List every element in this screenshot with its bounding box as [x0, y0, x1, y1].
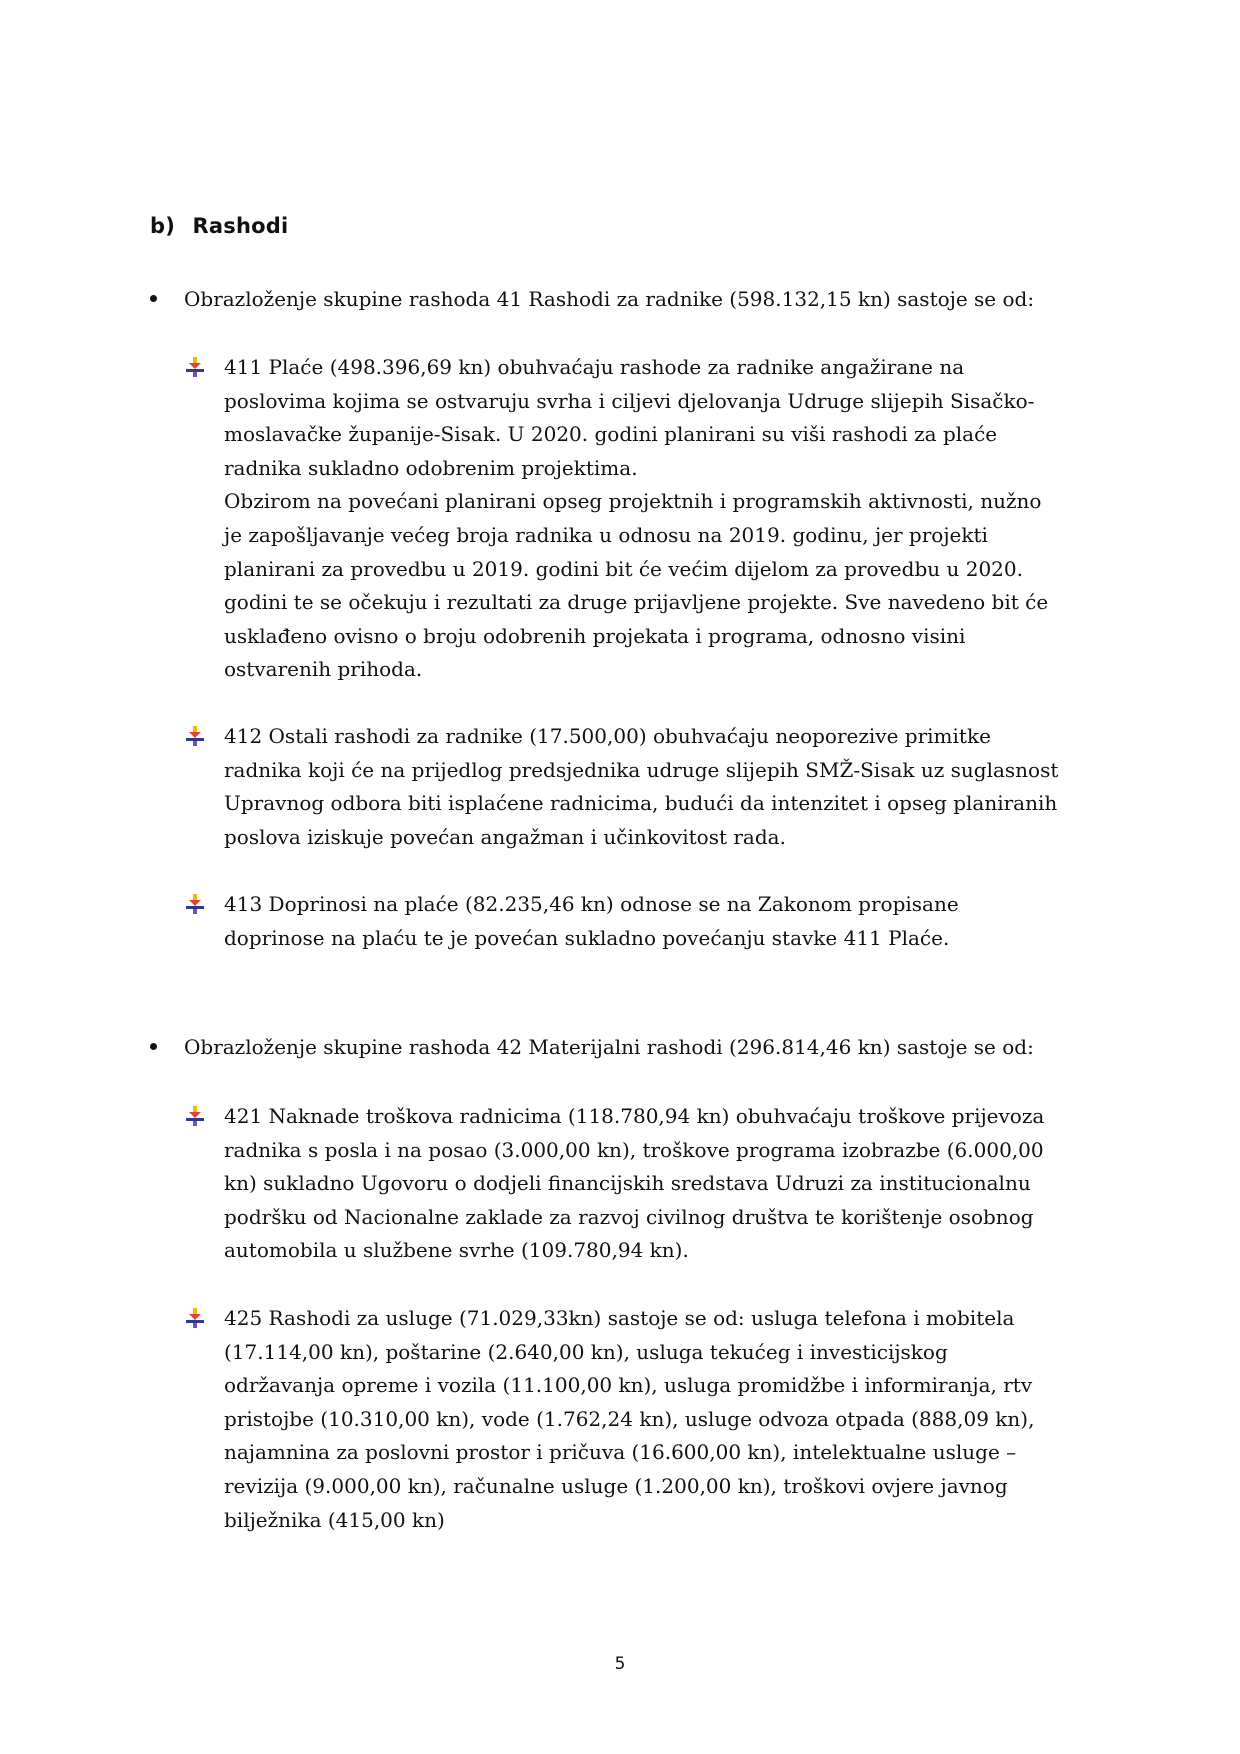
text-line: doprinose na plaću te je povećan sukladno povećanju stavke 411 Plaće.: [224, 925, 950, 950]
text-line: usklađeno ovisno o broju odobrenih projekata i programa, odnosno visini: [224, 623, 966, 648]
text-line: radnika s posla i na posao (3.000,00 kn), troškove programa izobrazbe (6.000,00: [224, 1137, 1044, 1162]
text-line: 425 Rashodi za usluge (71.029,33kn) sastoje se od: usluga telefona i mobitela: [224, 1306, 1015, 1330]
list-item-411: [186, 351, 1106, 687]
text-line: automobila u službene svrhe (109.780,94 kn).: [224, 1238, 689, 1263]
list-bullet-arrow-icon: [186, 1106, 204, 1126]
text-line: 413 Doprinosi na plaće (82.235,46 kn) odnose se na Zakonom propisane: [224, 892, 959, 916]
list-item-421: [186, 1100, 1106, 1268]
list-bullet-arrow-icon: [186, 1308, 204, 1328]
section-42-intro: [150, 1030, 1034, 1064]
text-line: ostvarenih prihoda.: [224, 657, 423, 682]
section-marker: b): [150, 214, 176, 238]
list-item-425: [186, 1302, 1106, 1537]
section-heading: [150, 214, 288, 238]
text-line: održavanja opreme i vozila (11.100,00 kn), usluga promidžbe i informiranja, rtv: [224, 1373, 1033, 1398]
text-line: je zapošljavanje većeg broja radnika u odnosu na 2019. godinu, jer projekti: [224, 522, 988, 547]
list-bullet-arrow-icon: [186, 357, 204, 377]
text-line: planirani za provedbu u 2019. godini bit će većim dijelom za provedbu u 2020.: [224, 556, 1023, 581]
text-line: pristojbe (10.310,00 kn), vode (1.762,24 kn), usluge odvoza otpada (888,09 kn),: [224, 1406, 1035, 1431]
text-line: godini te se očekuju i rezultati za druge prijavljene projekte. Sve navedeno bit će: [224, 590, 1049, 615]
text-line: Obzirom na povećani planirani opseg projektnih i programskih aktivnosti, nužno: [224, 489, 1042, 514]
text-line: (17.114,00 kn), poštarine (2.640,00 kn), usluga tekućeg i investicijskog: [224, 1339, 948, 1364]
text-line: Upravnog odbora biti isplaćene radnicima, budući da intenzitet i opseg planiranih: [224, 791, 1058, 816]
bullet-dot-icon: [150, 295, 157, 302]
text-line: podršku od Nacionalne zaklade za razvoj civilnog društva te korištenje osobnog: [224, 1204, 1034, 1229]
section-title: Rashodi: [192, 214, 289, 238]
list-bullet-arrow-icon: [186, 894, 204, 914]
text-line: radnika sukladno odobrenim projektima.: [224, 455, 638, 480]
text-line: 412 Ostali rashodi za radnike (17.500,00) obuhvaćaju neoporezive primitke: [224, 724, 991, 748]
bullet-dot-icon: [150, 1043, 157, 1050]
list-item-413: [186, 888, 1106, 955]
text-line: radnika koji će na prijedlog predsjednika udruge slijepih SMŽ-Sisak uz suglasnost: [224, 757, 1059, 782]
list-bullet-arrow-icon: [186, 726, 204, 746]
section-intro-text: Obrazloženje skupine rashoda 41 Rashodi za radnike (598.132,15 kn) sastoje se od:: [184, 287, 1035, 311]
text-line: 421 Naknade troškova radnicima (118.780,94 kn) obuhvaćaju troškove prijevoza: [224, 1104, 1045, 1128]
section-intro-text: Obrazloženje skupine rashoda 42 Materijalni rashodi (296.814,46 kn) sastoje se od:: [184, 1035, 1034, 1059]
list-item-412: [186, 720, 1106, 854]
page-number: 5: [614, 1654, 626, 1674]
text-line: poslovima kojima se ostvaruju svrha i ciljevi djelovanja Udruge slijepih Sisačko-: [224, 388, 1035, 413]
text-line: 411 Plaće (498.396,69 kn) obuhvaćaju rashode za radnike angažirane na: [224, 355, 965, 379]
text-line: revizija (9.000,00 kn), računalne usluge (1.200,00 kn), troškovi ovjere javnog: [224, 1473, 1008, 1498]
text-line: najamnina za poslovni prostor i pričuva (16.600,00 kn), intelektualne usluge –: [224, 1440, 1017, 1465]
text-line: poslova iziskuje povećan angažman i učinkovitost rada.: [224, 824, 786, 849]
section-41-intro: [150, 282, 1034, 316]
text-line: moslavačke županije-Sisak. U 2020. godini planirani su viši rashodi za plaće: [224, 422, 998, 447]
text-line: bilježnika (415,00 kn): [224, 1507, 445, 1532]
text-line: kn) sukladno Ugovoru o dodjeli financijskih sredstava Udruzi za institucionalnu: [224, 1171, 1031, 1196]
